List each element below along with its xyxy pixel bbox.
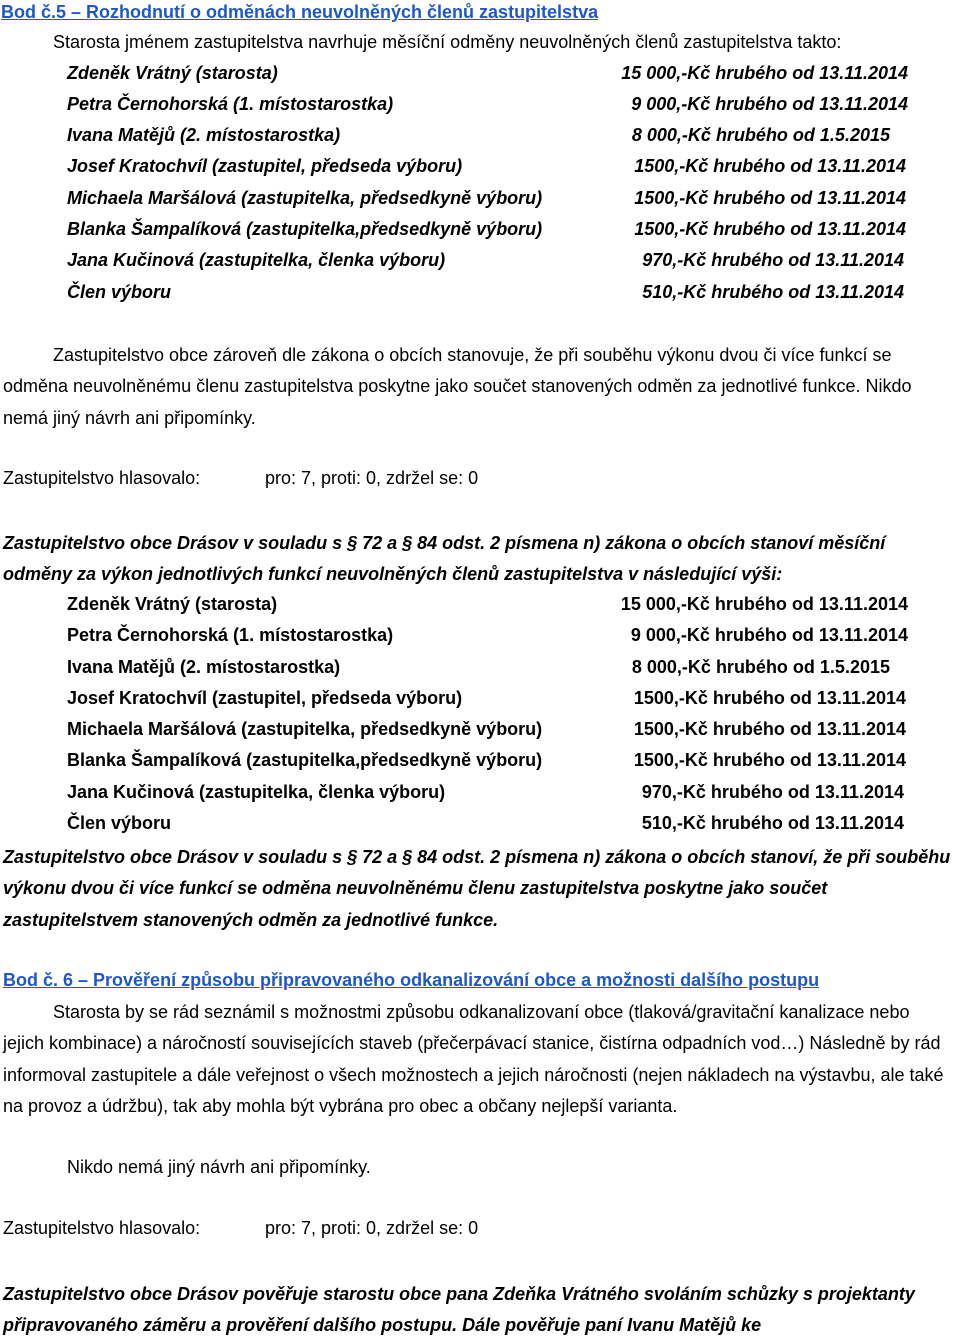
reward-row [0, 592, 960, 616]
reward-row [0, 61, 960, 85]
reward-row-name: Ivana Matějů (2. místostarostka) [67, 125, 341, 145]
reward-row [0, 186, 960, 210]
reward-row [0, 280, 960, 304]
reward-row-amount: 8 000,-Kč hrubého od 1.5.2015 [631, 125, 890, 145]
reward-row [0, 123, 960, 147]
reward-row [0, 623, 960, 647]
reward-row-amount: 1500,-Kč hrubého od 13.11.2014 [634, 156, 906, 176]
reward-row-amount: 1500,-Kč hrubého od 13.11.2014 [634, 188, 906, 208]
vote-result: pro: 7, proti: 0, zdržel se: 0 [265, 1218, 479, 1238]
vote-label: Zastupitelstvo hlasovalo: [3, 468, 201, 488]
reward-row-name: Blanka Šampalíková (zastupitelka,předsedkyně výboru) [67, 750, 543, 770]
bod5-intro: Starosta jménem zastupitelstva navrhuje měsíční odměny neuvolněných členů zastupitelstva takto: [53, 32, 842, 52]
reward-row-amount: 8 000,-Kč hrubého od 1.5.2015 [631, 657, 890, 677]
reward-row-amount: 1500,-Kč hrubého od 13.11.2014 [634, 219, 906, 239]
reward-row-name: Člen výboru [67, 282, 172, 302]
reward-row-amount: 1500,-Kč hrubého od 13.11.2014 [633, 719, 906, 739]
bod5-vote [3, 468, 478, 489]
reward-row-name: Michaela Maršálová (zastupitelka, předsedkyně výboru) [67, 719, 543, 739]
reward-row-amount: 15 000,-Kč hrubého od 13.11.2014 [621, 63, 908, 83]
bod5-resolution-2: Zastupitelstvo obce Drásov v souladu s § 72 a § 84 odst. 2 písmena n) zákona o obcích stanoví, že při souběhu výkonu dvou či více funkcí se odměna neuvolněnému členu zastupitelstva poskytne jako součet zastupitelstvem stanovených odměn za jednotlivé funkce. [3, 847, 951, 930]
bod6-paragraph: Starosta by se rád seznámil s možnostmi způsobu odkanalizovaní obce (tlaková/gravitační kanalizace nebo jejich kombinace) a náročností souvisejících staveb (přečerpávací stanice, čistírna odpadních vod…) Následně by rád informoval zastupitele a dále veřejnost o všech možnostech a jejich náročnosti (nejen nákladech na výstavbu, ale také na provoz a údržbu), tak aby mohla být vybrána pro obec a občany nejlepší varianta. [3, 1002, 944, 1116]
reward-row [0, 811, 960, 835]
reward-row-name: Petra Černohorská (1. místostarostka) [67, 94, 394, 114]
reward-row-name: Jana Kučinová (zastupitelka, členka výboru) [67, 782, 446, 802]
reward-row-name: Petra Černohorská (1. místostarostka) [67, 625, 394, 645]
reward-row [0, 217, 960, 241]
reward-row [0, 154, 960, 178]
reward-row-name: Zdeněk Vrátný (starosta) [67, 63, 278, 83]
reward-row-amount: 15 000,-Kč hrubého od 13.11.2014 [620, 594, 908, 614]
reward-row-name: Jana Kučinová (zastupitelka, členka výboru) [67, 250, 446, 270]
reward-row [0, 717, 960, 741]
reward-row [0, 748, 960, 772]
vote-result: pro: 7, proti: 0, zdržel se: 0 [265, 468, 479, 488]
reward-row-name: Josef Kratochvíl (zastupitel, předseda výboru) [67, 688, 463, 708]
bod5-paragraph: Zastupitelstvo obce zároveň dle zákona o obcích stanovuje, že při souběhu výkonu dvou či více funkcí se odměna neuvolněnému členu zastupitelstva poskytne jako součet stanovených odměn za jednotlivé funkce. Nikdo nemá jiný návrh ani připomínky. [3, 345, 912, 428]
reward-row [0, 780, 960, 804]
bod6-heading [3, 968, 819, 992]
reward-row-name: Michaela Maršálová (zastupitelka, předsedkyně výboru) [67, 188, 543, 208]
reward-row-amount: 970,-Kč hrubého od 13.11.2014 [642, 250, 904, 270]
reward-row [0, 655, 960, 679]
reward-row-amount: 1500,-Kč hrubého od 13.11.2014 [633, 688, 906, 708]
bod6-no-comments: Nikdo nemá jiný návrh ani připomínky. [67, 1157, 371, 1177]
reward-row-amount: 510,-Kč hrubého od 13.11.2014 [641, 813, 904, 833]
reward-row-name: Ivana Matějů (2. místostarostka) [67, 657, 341, 677]
bod5-resolution-1: Zastupitelstvo obce Drásov v souladu s § 72 a § 84 odst. 2 písmena n) zákona o obcích stanoví měsíční odměny za výkon jednotlivých funkcí neuvolněných členů zastupitelstva v následující výši: [3, 533, 886, 585]
reward-row-name: Blanka Šampalíková (zastupitelka,předsedkyně výboru) [67, 219, 543, 239]
reward-row-amount: 970,-Kč hrubého od 13.11.2014 [641, 782, 904, 802]
reward-row-name: Zdeněk Vrátný (starosta) [67, 594, 278, 614]
bod6-vote [3, 1218, 478, 1239]
reward-row-amount: 9 000,-Kč hrubého od 13.11.2014 [630, 625, 908, 645]
bod5-heading-number: Bod č.5 [1, 2, 72, 22]
reward-row [0, 686, 960, 710]
reward-row-amount: 510,-Kč hrubého od 13.11.2014 [642, 282, 904, 302]
reward-row-amount: 1500,-Kč hrubého od 13.11.2014 [633, 750, 906, 770]
vote-label: Zastupitelstvo hlasovalo: [3, 1218, 201, 1238]
bod6-heading-number: Bod č. 6 [3, 970, 79, 990]
reward-row [0, 248, 960, 272]
bod5-heading [1, 0, 598, 24]
bod6-resolution: Zastupitelstvo obce Drásov pověřuje starostu obce pana Zdeňka Vrátného svoláním schůzky s projektanty připravovaného záměru a prověření dalšího postupu. Dále pověřuje paní Ivanu Matějů ke [3, 1284, 915, 1336]
reward-row-name: Člen výboru [67, 813, 172, 833]
bod6-heading-title: – Prověření způsobu připravovaného odkanalizování obce a možnosti dalšího postupu [78, 970, 820, 990]
reward-row-name: Josef Kratochvíl (zastupitel, předseda výboru) [67, 156, 463, 176]
reward-row [0, 92, 960, 116]
bod5-heading-title: – Rozhodnutí o odměnách neuvolněných členů zastupitelstva [71, 2, 599, 22]
reward-row-amount: 9 000,-Kč hrubého od 13.11.2014 [631, 94, 908, 114]
